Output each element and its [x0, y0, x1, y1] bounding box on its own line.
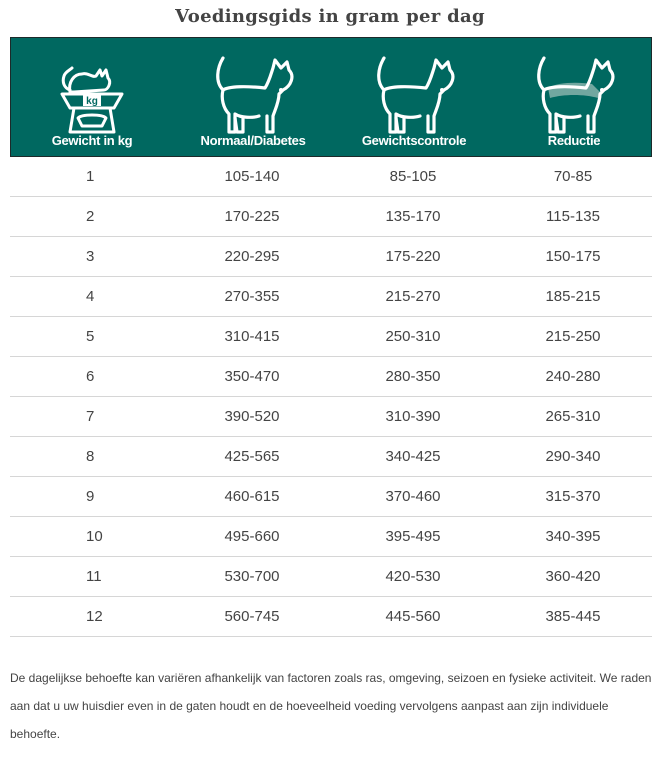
page-title: Voedingsgids in gram per dag — [175, 6, 485, 27]
cell-normal: 270-355 — [224, 288, 280, 305]
cell-reduction: 360-420 — [545, 568, 601, 585]
cell-normal: 310-415 — [224, 328, 280, 345]
table-row — [10, 517, 652, 557]
table-row — [10, 237, 652, 277]
cell-weight: 1 — [86, 168, 95, 185]
cell-weight: 9 — [86, 488, 95, 505]
cell-normal: 460-615 — [224, 488, 280, 505]
cell-reduction: 240-280 — [545, 368, 601, 385]
cell-reduction: 215-250 — [545, 328, 601, 345]
cell-reduction: 185-215 — [545, 288, 601, 305]
cat-on-scale-icon — [52, 60, 132, 140]
header-label-control: Gewichtscontrole — [361, 133, 467, 148]
cell-weight: 10 — [86, 528, 103, 545]
cell-normal: 425-565 — [224, 448, 280, 465]
cell-reduction: 70-85 — [553, 168, 593, 185]
cell-control: 445-560 — [385, 608, 441, 625]
cell-control: 340-425 — [385, 448, 441, 465]
cell-weight: 8 — [86, 448, 95, 465]
feeding-table — [10, 37, 652, 637]
table-row — [10, 397, 652, 437]
cell-reduction: 290-340 — [545, 448, 601, 465]
table-row — [10, 437, 652, 477]
table-row — [10, 317, 652, 357]
cell-normal: 495-660 — [224, 528, 280, 545]
cell-reduction: 150-175 — [545, 248, 601, 265]
header-label-weight: Gewicht in kg — [51, 133, 133, 148]
header-col-weight — [11, 38, 173, 156]
feeding-note: De dagelijkse behoefte kan variëren afhankelijk van factoren zoals ras, omgeving, seizoen en fysieke activiteit. We raden aan dat u uw huisdier even in de gaten houdt en de hoeveelheid voeding vervolgens aanpast aan zijn individuele behoefte. — [10, 671, 652, 741]
cell-weight: 7 — [86, 408, 95, 425]
cell-normal: 390-520 — [224, 408, 280, 425]
table-row — [10, 357, 652, 397]
cell-control: 215-270 — [385, 288, 441, 305]
cat-normal-icon — [207, 54, 299, 138]
cell-normal: 170-225 — [224, 208, 280, 225]
cell-control: 310-390 — [385, 408, 441, 425]
cell-control: 395-495 — [385, 528, 441, 545]
cell-control: 370-460 — [385, 488, 441, 505]
table-row — [10, 197, 652, 237]
table-row — [10, 477, 652, 517]
cell-reduction: 340-395 — [545, 528, 601, 545]
cat-weight-control-icon — [368, 54, 460, 138]
cell-weight: 6 — [86, 368, 95, 385]
cell-normal: 220-295 — [224, 248, 280, 265]
header-label-normal: Normaal/Diabetes — [200, 133, 306, 148]
cell-weight: 5 — [86, 328, 95, 345]
cell-reduction: 385-445 — [545, 608, 601, 625]
cell-weight: 3 — [86, 248, 95, 265]
cell-normal: 530-700 — [224, 568, 280, 585]
cell-normal: 560-745 — [224, 608, 280, 625]
cell-reduction: 315-370 — [545, 488, 601, 505]
cat-reduction-icon — [528, 54, 620, 138]
table-row — [10, 597, 652, 637]
cell-control: 85-105 — [389, 168, 437, 185]
header-col-control — [333, 38, 495, 156]
cell-weight: 12 — [86, 608, 103, 625]
scale-kg-label: kg — [86, 96, 98, 107]
cell-reduction: 265-310 — [545, 408, 601, 425]
header-col-reduction — [495, 38, 653, 156]
header-label-reduction: Reductie — [547, 133, 601, 148]
table-row — [10, 277, 652, 317]
cell-control: 250-310 — [385, 328, 441, 345]
table-row — [10, 157, 652, 197]
cell-weight: 2 — [86, 208, 95, 225]
cell-control: 420-530 — [385, 568, 441, 585]
table-header — [10, 37, 652, 157]
table-row — [10, 557, 652, 597]
cell-control: 135-170 — [385, 208, 441, 225]
cell-reduction: 115-135 — [546, 208, 600, 225]
cell-normal: 350-470 — [224, 368, 280, 385]
header-col-normal — [173, 38, 333, 156]
cell-control: 280-350 — [385, 368, 441, 385]
cell-weight: 11 — [86, 568, 102, 585]
cell-control: 175-220 — [385, 248, 441, 265]
cell-weight: 4 — [86, 288, 95, 305]
cell-normal: 105-140 — [224, 168, 280, 185]
